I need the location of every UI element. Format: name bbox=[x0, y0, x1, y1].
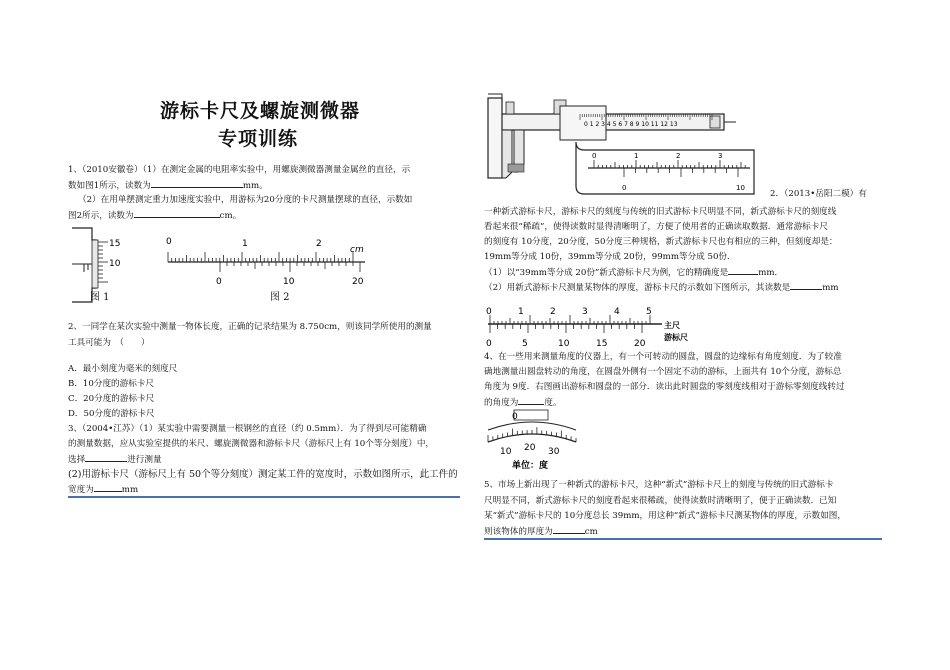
q3-text-line2: 的测量数据，应从实验室提供的米尺、螺旋测微器和游标卡尺（游标尺上有 10个等分刻度）中， bbox=[68, 439, 435, 449]
figure-2-caliper bbox=[160, 232, 375, 292]
q3-text-line1: 3、（2004•江苏）（1）某实验中需要测量一根钢丝的直径（约 0.5mm）．为了得到尽可能精确 bbox=[68, 424, 427, 434]
arc-top-0: 0 bbox=[512, 412, 518, 422]
ruler-main-1: 1 bbox=[518, 307, 524, 317]
q1-text-line1: 1、（2010安徽卷）（1）在测定金属的电阻率实验中，用螺旋测微器测量金属丝的直径，示 bbox=[68, 165, 411, 175]
ruler-main-2: 2 bbox=[550, 307, 556, 317]
inset-vernier-0: 0 bbox=[622, 184, 627, 192]
q1-text-line4: 图2所示，读数为 cm。 bbox=[68, 208, 241, 224]
inset-main-0: 0 bbox=[592, 152, 597, 160]
r-q2-answer-blank-2[interactable] bbox=[790, 280, 822, 290]
arc-unit-label: 单位：度 bbox=[512, 461, 549, 471]
ruler-vernier-15: 15 bbox=[596, 339, 608, 349]
q4-text-line3: 角度为 9度．右图画出游标和圆盘的一部分．读出此时圆盘的零刻度线相对于游标零刻度线转过 bbox=[484, 382, 845, 392]
q3-text-line5: 宽度为 mm bbox=[68, 482, 138, 498]
inset-main-1: 1 bbox=[634, 152, 639, 160]
fig2-vernier-0: 0 bbox=[216, 277, 222, 287]
caliper-top-scale: 0 1 2 3 4 5 6 7 8 9 10 11 12 13 bbox=[584, 121, 678, 128]
figure-1-label: 图 1 bbox=[90, 292, 110, 303]
q5-text-line2: 尺明显不同，新式游标卡尺的刻度看起来很稀疏，使得读数时清晰明了，便于正确读数．已知 bbox=[484, 496, 837, 506]
figure-2-label: 图 2 bbox=[270, 292, 290, 303]
r-q2-text-line1: 一种新式游标卡尺，游标卡尺的刻度与传统的旧式游标卡尺明显不同，新式游标卡尺的刻度线 bbox=[484, 207, 837, 217]
q3-answer-blank-2[interactable] bbox=[94, 482, 122, 492]
r-q2-text-line2: 看起来很“稀疏”，使得读数时显得清晰明了，方便了使用者的正确读取数据．通常游标卡尺 bbox=[484, 222, 828, 232]
r-q2-text-line3: 的刻度有 10分度，20分度，50分度三种规格，新式游标卡尺也有相应的三种，但刻度却是： bbox=[484, 237, 838, 247]
q2-option-a: A．最小刻度为毫米的刻度尺 bbox=[68, 364, 178, 374]
ruler-main-0: 0 bbox=[486, 307, 492, 317]
caliper-photo bbox=[484, 92, 764, 200]
q2-option-d: D．50分度的游标卡尺 bbox=[68, 409, 155, 419]
new-vernier-ruler bbox=[482, 302, 702, 350]
q2-text-line1: 2、一同学在某次实验中测量一物体长度，正确的记录结果为 8.750cm，则该同学所使用的测量 bbox=[68, 322, 432, 332]
r-q2-text-line0: 2．（2013•岳阳二模）有 bbox=[770, 189, 867, 199]
ruler-main-label: 主尺 bbox=[664, 321, 680, 330]
q1-text-line2: 数如图1所示，读数为 mm。 bbox=[68, 178, 268, 194]
arc-20: 20 bbox=[524, 443, 536, 453]
q1-text-line3: （2）在用单摆测定重力加速度实验中，用游标为20分度的卡尺测量摆球的直径，示数如 bbox=[78, 195, 413, 205]
page-title: 游标卡尺及螺旋测微器 bbox=[160, 100, 361, 122]
left-divider bbox=[68, 496, 460, 498]
fig1-tick-15: 15 bbox=[109, 239, 121, 249]
q4-text-line4: 的角度为 度。 bbox=[484, 395, 562, 411]
inset-main-3: 3 bbox=[718, 152, 723, 160]
fig2-main-1: 1 bbox=[242, 239, 248, 249]
ruler-main-4: 4 bbox=[614, 307, 620, 317]
arc-30: 30 bbox=[548, 447, 560, 457]
q2-text-line2: 工具可能为 （ ） bbox=[68, 338, 150, 348]
q3-answer-blank-1[interactable] bbox=[85, 452, 127, 462]
fig2-main-2: 2 bbox=[316, 239, 322, 249]
r-q2-text-line4: 19mm等分成 10份，39mm等分成 20份，99mm等分成 50份． bbox=[484, 252, 736, 262]
ruler-vernier-label: 游标尺 bbox=[664, 333, 688, 342]
ruler-vernier-10: 10 bbox=[558, 339, 570, 349]
ruler-vernier-20: 20 bbox=[634, 339, 646, 349]
q3-text-line4: (2)用游标卡尺（游标尺上有 50个等分刻度）测定某工件的宽度时，示数如图所示，此工件的 bbox=[68, 469, 458, 480]
fig2-vernier-10: 10 bbox=[283, 277, 295, 287]
fig2-main-0: 0 bbox=[166, 237, 172, 247]
r-q2-text-line5: （1）以“39mm等分成 20份”新式游标卡尺为例，它的精确度是 mm． bbox=[484, 265, 783, 281]
arc-10: 10 bbox=[500, 447, 512, 457]
ruler-vernier-0: 0 bbox=[486, 339, 492, 349]
inset-main-2: 2 bbox=[676, 152, 681, 160]
q2-option-b: B．10分度的游标卡尺 bbox=[68, 379, 155, 389]
q1-answer-blank-1[interactable] bbox=[151, 178, 243, 188]
q5-text-line3: 某“新式”游标卡尺的 10分度总长 39mm，用这种“新式”游标卡尺测某物体的厚度，示数如图， bbox=[484, 511, 846, 521]
angle-disk-scale bbox=[484, 408, 580, 472]
q2-option-c: C．20分度的游标卡尺 bbox=[68, 394, 155, 404]
q1-answer-blank-2[interactable] bbox=[134, 208, 220, 218]
q5-text-line4: 则该物体的厚度为 cm bbox=[484, 524, 598, 540]
fig2-unit: cm bbox=[350, 245, 364, 255]
q4-answer-blank[interactable] bbox=[518, 395, 544, 405]
page-subtitle: 专项训练 bbox=[218, 128, 299, 150]
r-q2-text-line6: （2）用新式游标卡尺测量某物体的厚度，游标卡尺的示数如下图所示，其读数是 mm bbox=[484, 280, 839, 296]
ruler-vernier-5: 5 bbox=[522, 339, 528, 349]
right-divider bbox=[484, 538, 882, 540]
q5-text-line1: 5、市场上新出现了一种新式的游标卡尺，这种“新式”游标卡尺上的刻度与传统的旧式游标卡 bbox=[484, 480, 834, 490]
q4-text-line1: 4、在一些用来测量角度的仪器上，有一个可转动的圆盘，圆盘的边缘标有角度刻度．为了较准 bbox=[484, 352, 842, 362]
fig2-vernier-20: 20 bbox=[352, 277, 364, 287]
inset-vernier-10: 10 bbox=[736, 184, 745, 192]
q5-answer-blank[interactable] bbox=[553, 524, 585, 534]
ruler-main-3: 3 bbox=[582, 307, 588, 317]
r-q2-answer-blank-1[interactable] bbox=[728, 265, 758, 275]
ruler-main-5: 5 bbox=[646, 307, 652, 317]
fig1-tick-10: 10 bbox=[109, 259, 121, 269]
q3-text-line3: 选择 进行测量 bbox=[68, 452, 162, 468]
q4-text-line2: 确地测量出圆盘转动的角度，在圆盘外侧有一个固定不动的游标，上面共有 10个分度，游标总 bbox=[484, 367, 842, 377]
